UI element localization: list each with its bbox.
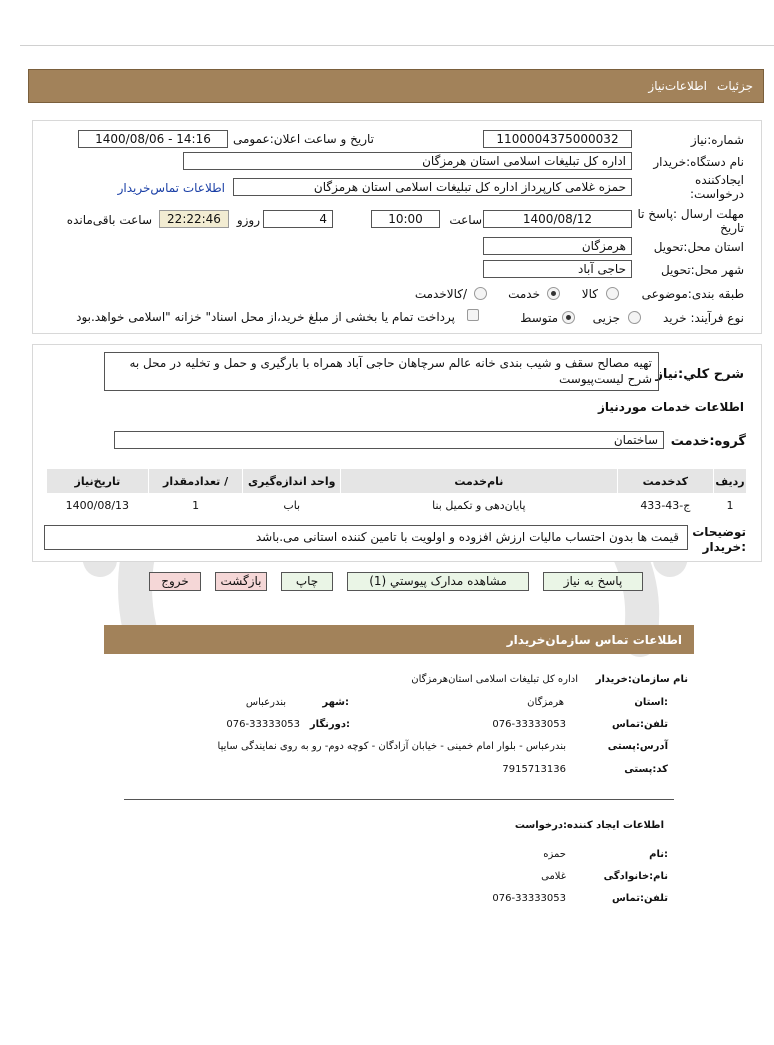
buyer-notes-field: قیمت ها بدون احتساب مالیات ارزش افزوده و اولویت با تامین کننده استانی می.باشد bbox=[44, 525, 688, 550]
buyer-org-label: نام دستگاه:خریدار bbox=[653, 155, 744, 169]
contact-postal-label: کد:پستی bbox=[624, 764, 668, 775]
col-service-name: نام‌خدمت bbox=[341, 469, 618, 494]
creator-field: حمزه غلامی کارپرداز اداره کل تبلیغات اسلامی استان هرمزگان bbox=[233, 178, 632, 196]
back-button[interactable]: بازگشت bbox=[215, 572, 267, 591]
summary-text: تهیه مصالح سقف و شیب بندی خانه عالم سرچاهان حاجی آباد همراه با بارگیری و حمل و تخلیه در محل به شرح لیست‌پیوست bbox=[104, 352, 659, 391]
tab-need-info[interactable]: اطلاعات‌نیاز bbox=[648, 79, 707, 93]
deadline-label-2: تاریخ bbox=[720, 221, 744, 235]
contact-phone-value: 076-33333053 bbox=[492, 719, 566, 730]
remaining-label: ساعت باقی‌مانده bbox=[66, 213, 152, 227]
buyer-notes-label: توضیحات bbox=[692, 525, 746, 539]
contact-org-value: اداره کل تبلیغات اسلامی استان‌هرمزگان bbox=[411, 674, 578, 685]
city-field: حاجی آباد bbox=[483, 260, 632, 278]
radio-medium-label: متوسط bbox=[520, 311, 558, 325]
contact-city-value: بندرعباس bbox=[245, 697, 286, 708]
creator-label-2: درخواست: bbox=[690, 187, 744, 201]
creator-phone-value: 076-33333053 bbox=[492, 893, 566, 904]
contact-fax-label: :دورنگار bbox=[309, 719, 350, 730]
days-field: 4 bbox=[263, 210, 333, 228]
creator-family-label: نام:خانوادگی bbox=[603, 871, 668, 882]
cell-unit: باب bbox=[243, 494, 341, 517]
col-quantity: / تعدادمقدار bbox=[148, 469, 243, 494]
print-button[interactable]: چاپ bbox=[281, 572, 333, 591]
radio-goods-label: کالا bbox=[581, 287, 598, 301]
category-label: طبقه بندی:موضوعی bbox=[641, 287, 744, 301]
radio-medium[interactable] bbox=[562, 311, 575, 324]
creator-name-label: :نام bbox=[649, 849, 668, 860]
deadline-time-field: 10:00 bbox=[371, 210, 440, 228]
buyer-org-field: اداره کل تبلیغات اسلامی استان هرمزگان bbox=[183, 152, 632, 170]
cell-row-number: 1 bbox=[714, 494, 747, 517]
contact-address-value: بندرعباس - بلوار امام خمینی - خیابان آزادگان - کوچه دوم- رو به روی نمایندگی سایپا bbox=[217, 741, 566, 752]
contact-header-bar bbox=[104, 625, 694, 654]
need-number-field: 1100004375000032 bbox=[483, 130, 632, 148]
cell-service-code: ج-43-433 bbox=[617, 494, 713, 517]
deadline-date-field: 1400/08/12 bbox=[483, 210, 632, 228]
contact-fax-value: 076-33333053 bbox=[226, 719, 300, 730]
buyer-notes-label-2: :خریدار bbox=[702, 540, 746, 554]
top-divider bbox=[20, 45, 774, 46]
summary-label: شرح کلي:نياز bbox=[655, 367, 744, 382]
radio-minor-label: جزیی bbox=[592, 311, 620, 325]
creator-heading: اطلاعات ایجاد کننده:درخواست bbox=[514, 820, 664, 831]
exit-button[interactable]: خروج bbox=[149, 572, 201, 591]
services-table bbox=[46, 468, 747, 517]
radio-goods-service[interactable] bbox=[474, 287, 487, 300]
buyer-contact-link[interactable]: اطلاعات تماس‌خریدار bbox=[117, 181, 225, 195]
cell-quantity: 1 bbox=[148, 494, 243, 517]
contact-address-label: آدرس:پستی bbox=[607, 741, 668, 752]
service-group-field: ساختمان bbox=[114, 431, 664, 449]
city-label: شهر محل:تحویل bbox=[660, 263, 744, 277]
contact-org-label: نام سازمان:خریدار bbox=[595, 674, 688, 685]
contact-province-label: :استان bbox=[634, 697, 668, 708]
contact-postal-value: 7915713136 bbox=[502, 764, 566, 775]
cell-service-name: پایان‌دهی و تکمیل بنا bbox=[341, 494, 618, 517]
treasury-payment-checkbox[interactable] bbox=[467, 309, 479, 321]
remaining-time-field: 22:22:46 bbox=[159, 210, 229, 228]
need-number-label: شماره:نیاز bbox=[690, 133, 744, 147]
creator-label: ایجادکننده bbox=[695, 173, 744, 187]
creator-phone-label: تلفن:تماس bbox=[611, 893, 668, 904]
col-need-date: تاریخ‌نیاز bbox=[47, 469, 149, 494]
deadline-label: مهلت ارسال :پاسخ تا bbox=[637, 207, 744, 221]
radio-minor[interactable] bbox=[628, 311, 641, 324]
radio-goods-service-label: /کالاخدمت bbox=[414, 287, 467, 301]
col-unit: واحد اندازه‌گیری bbox=[243, 469, 341, 494]
contact-city-label: :شهر bbox=[322, 697, 349, 708]
cell-need-date: 1400/08/13 bbox=[47, 494, 149, 517]
announce-date-field: 1400/08/06 - 14:16 bbox=[78, 130, 228, 148]
table-row bbox=[47, 494, 747, 517]
contact-divider bbox=[124, 799, 674, 800]
contact-province-value: هرمزگان bbox=[527, 697, 564, 708]
services-heading: اطلاعات خدمات موردنياز bbox=[597, 400, 744, 414]
day-label: روزو bbox=[236, 213, 260, 227]
col-service-code: کدخدمت bbox=[617, 469, 713, 494]
service-group-label: گروه:خدمت bbox=[670, 434, 746, 449]
reply-button[interactable]: پاسخ به نیاز bbox=[543, 572, 643, 591]
creator-name-value: حمزه bbox=[543, 849, 566, 860]
view-attachments-button[interactable]: مشاهده مدارک پیوستي (1) bbox=[347, 572, 529, 591]
contact-phone-label: تلفن:تماس bbox=[611, 719, 668, 730]
province-label: استان محل:تحویل bbox=[653, 240, 744, 254]
province-field: هرمزگان bbox=[483, 237, 632, 255]
radio-service[interactable] bbox=[547, 287, 560, 300]
process-type-label: نوع فرآیند: خرید bbox=[663, 311, 744, 325]
announce-date-label: تاریخ و ساعت اعلان:عمومی bbox=[232, 132, 374, 146]
creator-family-value: غلامی bbox=[541, 871, 566, 882]
col-row-number: ردیف bbox=[714, 469, 747, 494]
hour-label: ساعت bbox=[449, 213, 482, 227]
header-bar bbox=[28, 69, 764, 103]
radio-goods[interactable] bbox=[606, 287, 619, 300]
contact-header-title: اطلاعات تماس سازمان‌خریدار bbox=[506, 633, 682, 647]
radio-service-label: خدمت bbox=[508, 287, 540, 301]
tab-details[interactable]: جزئیات bbox=[717, 79, 753, 93]
treasury-payment-note: پرداخت تمام یا بخشی از مبلغ خرید،از محل اسناد" خزانه "اسلامی خواهد.بود bbox=[76, 310, 455, 324]
